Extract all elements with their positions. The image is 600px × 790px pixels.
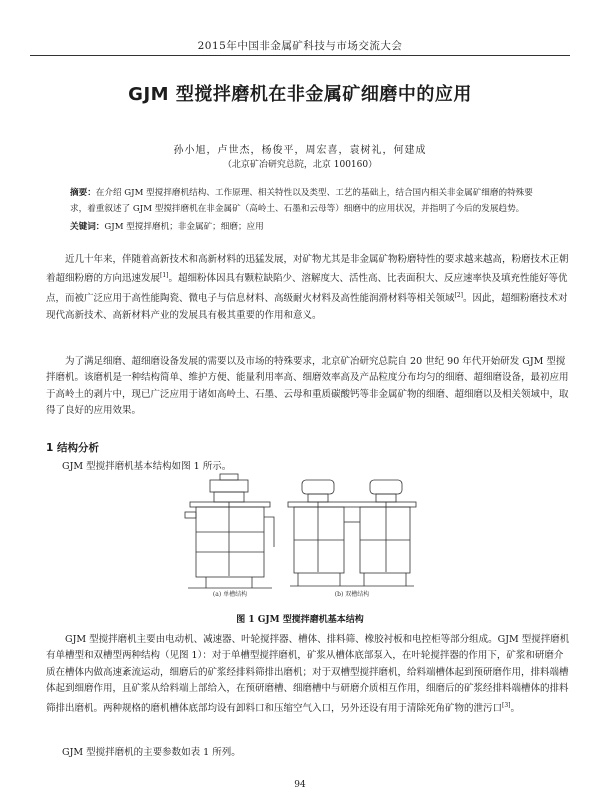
paper-title: GJM 型搅拌磨机在非金属矿细磨中的应用 [128, 84, 472, 105]
figure-caption: 图 1 GJM 型搅拌磨机基本结构 [236, 615, 364, 625]
figure-intro: GJM 型搅拌磨机基本结构如图 1 所示。 [62, 461, 232, 472]
paragraph-intro-1: 近几十年来，伴随着高新技术和高新材料的迅猛发展，对矿物尤其是非金属矿物粉磨特性的要求越来越高，粉磨技术正朝着超细粉磨的方向迅速发展[1]。超细粉体因具有颗粒缺陷少、溶解度大、活性高、比表面积大、反应速率快及填充性能好等优点，而被广泛应用于高性能陶瓷、微电子与信息材料、高级耐火材料及高性能润滑材料等相关领域[2]。因此，超细粉磨技术对现代高新技术、高新材料产业的发展具有极其重要的作用和意义。 [46, 254, 569, 321]
citation: [1] [160, 272, 169, 280]
author-list: 孙小旭，卢世杰，杨俊平，周宏喜，袁树礼，何建成 [173, 145, 427, 156]
figure-1 [180, 472, 430, 598]
abstract [70, 185, 540, 217]
citation: [3] [502, 701, 511, 709]
affiliation: （北京矿冶研究总院，北京 100160） [222, 160, 378, 170]
header-rule [30, 55, 570, 56]
keywords-label: 关键词： [70, 222, 105, 232]
double-tank-mill-drawing [288, 480, 416, 586]
running-head: 2015年中国非金属矿科技与市场交流大会 [197, 40, 403, 52]
single-tank-mill-drawing [185, 474, 274, 588]
page-number: 94 [294, 780, 306, 790]
citation: [2] [454, 291, 464, 299]
figure-caption-b: (b) 双槽结构 [334, 591, 370, 598]
section-heading: 1 结构分析 [46, 442, 99, 454]
paragraph-parameters: GJM 型搅拌磨机的主要参数如表 1 所列。 [62, 747, 241, 758]
abstract-label: 摘要： [70, 188, 96, 198]
figure-caption-a: (a) 单槽结构 [212, 591, 248, 598]
keywords-text: GJM 型搅拌磨机；非金属矿；细磨；应用 [104, 222, 264, 232]
paragraph-intro-2: 为了满足细磨、超细磨设备发展的需要以及市场的特殊要求，北京矿冶研究总院自 20 世纪 90 年代开始研发 GJM 型搅拌磨机。该磨机是一种结构简单、维护方便、能量利用率高、细磨效率高及产品粒度分布均匀的细磨、超细磨设备，最初应用于高岭土的剥片中，现已广泛应用于诸如高岭土、石墨、云母和重质碳酸钙等非金属矿物的细磨、超细磨以及相关领域中，取得了良好的应用效果。 [46, 356, 569, 417]
paragraph-structure: GJM 型搅拌磨机主要由电动机、减速器、叶轮搅拌器、槽体、排料筛、橡胶衬板和电控柜等部分组成。GJM 型搅拌磨机有单槽型和双槽型两种结构（见图 1）：对于单槽型搅拌磨机，矿浆从槽体底部泵入，在叶轮搅拌器的作用下，矿浆和研磨介质在槽体内做高速紊流运动，细磨后的矿浆经排料筛排出磨机；对于双槽型搅拌磨机，给料端槽体起到预研磨作用，排料端槽体起到细磨作用，且矿浆从给料端上部给入，在预研磨槽、细磨槽中与研磨介质相互作用，细磨后的矿浆经排料端槽体的排料筛排出磨机。两种规格的磨机槽体底部均设有卸料口和压缩空气入口，另外还设有用于清除死角矿物的泄污口[3]。 [46, 634, 570, 714]
keywords [70, 220, 540, 234]
abstract-text: 在介绍 GJM 型搅拌磨机结构、工作原理、相关特性以及类型、工艺的基础上，结合国内相关非金属矿细磨的特殊要求，着重叙述了 GJM 型搅拌磨机在非金属矿（高岭土、石墨和云母等）细磨中的应用状况，并指明了今后的发展趋势。 [70, 188, 533, 214]
